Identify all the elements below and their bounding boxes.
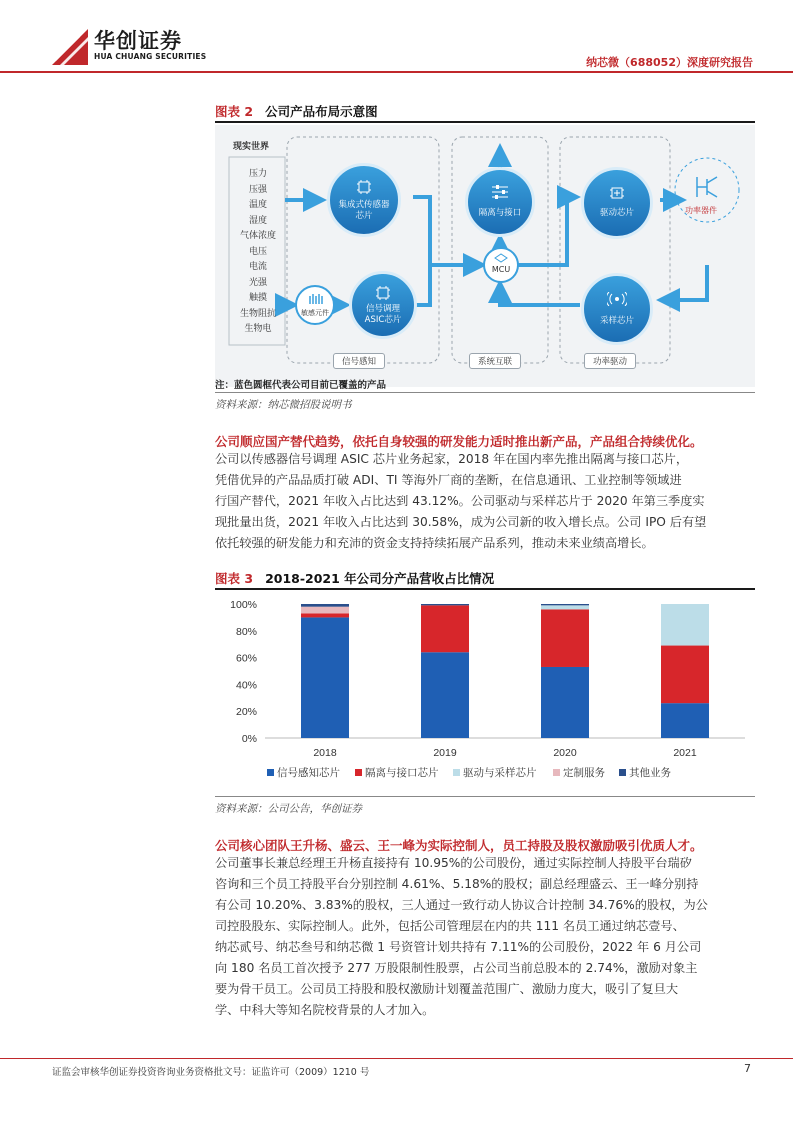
figure3-title: 2018-2021 年公司分产品营收占比情况 — [265, 571, 495, 586]
power-device-label: 功率器件 — [685, 206, 717, 215]
figure2-source: 资料来源：纳芯微招股说明书 — [215, 399, 352, 411]
section2-line: 公司董事长兼总经理王升杨直接持有 10.95%的公司股份，通过实际控制人持股平台瑞矽 — [215, 856, 692, 870]
y-tick-label: 100% — [230, 599, 257, 611]
footer-divider — [0, 1058, 793, 1059]
isolation-interface-label: 隔离与接口 — [478, 208, 522, 218]
driver-chip-label: 驱动芯片 — [599, 208, 634, 218]
isolation-interface-node — [465, 167, 535, 237]
integrated-sensor-label: 集成式传感器芯片 — [338, 200, 390, 221]
real-world-item: 电流 — [248, 262, 267, 272]
section2-line: 学、中科大等知名院校背景的人才加入。 — [215, 1003, 435, 1017]
y-tick-label: 60% — [235, 652, 257, 665]
figure3-bottom-rule — [215, 796, 755, 797]
figure3-caption — [215, 569, 494, 587]
y-tick-label: 0% — [241, 733, 257, 745]
report-title: 纳芯微（688052）深度研究报告 — [586, 56, 753, 69]
legend-swatch — [355, 769, 362, 776]
section2-line: 司控股股东、实际控制人。此外，包括公司管理层在内的共 111 名员工通过纳芯壹号、 — [215, 919, 685, 933]
x-tick-label: 2018 — [313, 747, 337, 759]
legend-swatch — [619, 769, 626, 776]
real-world-list — [233, 167, 283, 338]
legend-swatch — [553, 769, 560, 776]
footer-license-text: 证监会审核华创证券投资咨询业务资格批文号：证监许可（2009）1210 号 — [52, 1067, 370, 1078]
bar-segment — [661, 703, 709, 738]
section1-lead: 公司顺应国产替代趋势，依托自身较强的研发能力适时推出新产品，产品组合持续优化。 — [215, 434, 703, 449]
logo-chinese-name: 华创证券 — [94, 29, 182, 53]
real-world-item: 生物电 — [244, 324, 272, 334]
section1-paragraph — [215, 449, 755, 554]
bar-segment — [541, 605, 589, 609]
section2-paragraph — [215, 853, 755, 1021]
section2-line: 向 180 名员工首次授予 277 万股限制性股票，占公司当前总股本的 2.74%，激励对象主 — [215, 961, 698, 975]
real-world-title: 现实世界 — [233, 142, 270, 152]
page-number: 7 — [744, 1062, 751, 1075]
section1-line: 行国产替代，2021 年收入占比达到 43.12%。公司驱动与采样芯片于 2020 年第三季度实 — [215, 494, 705, 508]
x-tick-label: 2021 — [673, 747, 697, 759]
bar-segment — [541, 609, 589, 667]
bar-segment — [661, 604, 709, 646]
sampling-chip-node — [581, 273, 653, 345]
section1-line: 凭借优异的产品品质打破 ADI、TI 等海外厂商的垄断，在信息通讯、工业控制等领域进 — [215, 473, 682, 487]
power-device-icon — [693, 175, 723, 199]
sensitive-element-label: 敏感元件 — [301, 309, 329, 317]
group-power-drive: 功率驱动 — [584, 353, 636, 369]
mcu-chip-icon — [494, 253, 508, 263]
real-world-item: 电压 — [248, 246, 267, 257]
group-system-interconnect: 系统互联 — [469, 353, 521, 369]
header-divider — [0, 71, 793, 73]
group-signal-sensing: 信号感知 — [333, 353, 385, 369]
signal-asic-chip-node — [349, 271, 417, 339]
sliders-icon — [491, 184, 509, 200]
section1-line: 公司以传感器信号调理 ASIC 芯片业务起家，2018 年在国内率先推出隔离与接口芯片， — [215, 452, 689, 466]
mcu-node — [483, 247, 519, 283]
bar-segment — [301, 607, 349, 614]
bar-segment — [421, 604, 469, 605]
real-world-item: 压力 — [248, 169, 267, 179]
bar-segment — [421, 605, 469, 652]
processor-icon — [608, 184, 626, 202]
figure2-caption-rule — [215, 121, 755, 123]
figure2-number: 图表 2 — [215, 104, 254, 119]
product-layout-diagram — [215, 125, 755, 387]
sampling-chip-label: 采样芯片 — [599, 316, 634, 326]
y-tick-label: 80% — [235, 625, 257, 638]
figure2-caption — [215, 102, 378, 120]
legend-label: 其他业务 — [629, 767, 671, 779]
real-world-item: 气体浓度 — [239, 231, 276, 241]
figure3-source: 资料来源：公司公告，华创证券 — [215, 803, 362, 815]
legend-label: 信号感知芯片 — [277, 767, 340, 779]
section2-line: 要为骨干员工。公司员工持股和股权激励计划覆盖范围广、激励力度大，吸引了复旦大 — [215, 982, 679, 996]
bar-segment — [301, 613, 349, 617]
bar-segment — [301, 604, 349, 607]
figure2-title: 公司产品布局示意图 — [265, 104, 378, 119]
chip-icon — [374, 284, 392, 302]
bar-segment — [421, 652, 469, 738]
sensitive-element-node — [295, 285, 335, 325]
y-tick-label: 20% — [235, 706, 257, 719]
real-world-item: 压强 — [248, 184, 267, 195]
signal-wave-icon — [607, 292, 627, 306]
legend-label: 驱动与采样芯片 — [463, 767, 537, 779]
figure3-caption-rule — [215, 588, 755, 590]
y-tick-label: 40% — [235, 679, 257, 692]
legend-swatch — [267, 769, 274, 776]
real-world-item: 温度 — [248, 200, 267, 210]
section1-line: 依托较强的研发能力和充沛的资金支持持续拓展产品系列，推动未来业绩高增长。 — [215, 536, 654, 550]
mcu-label: MCU — [491, 265, 511, 274]
bar-segment — [541, 604, 589, 605]
legend-label: 定制服务 — [563, 767, 605, 779]
section2-line: 有公司 10.20%、3.83%的股权，三人通过一致行动人协议合计控制 34.76%的股权，为公 — [215, 898, 708, 912]
x-tick-label: 2020 — [553, 747, 577, 759]
company-logo-mark — [50, 27, 90, 67]
figure2-note: 注：蓝色圆框代表公司目前已覆盖的产品 — [215, 380, 387, 391]
x-tick-label: 2019 — [433, 747, 457, 759]
revenue-share-chart — [215, 592, 755, 792]
legend-label: 隔离与接口芯片 — [365, 767, 439, 779]
real-world-item: 光强 — [248, 277, 267, 288]
real-world-item: 生物阻抗 — [239, 308, 276, 319]
bar-segment — [301, 617, 349, 738]
figure2-bottom-rule — [215, 392, 755, 393]
section2-line: 纳芯贰号、纳芯叁号和纳芯微 1 号资管计划共持有 7.11%的公司股份，2022 年 6 月公司 — [215, 940, 702, 954]
integrated-sensor-chip-node — [327, 163, 401, 237]
real-world-item: 触摸 — [248, 293, 267, 303]
driver-chip-node — [581, 167, 653, 239]
real-world-item: 湿度 — [248, 215, 267, 226]
legend-swatch — [453, 769, 460, 776]
signal-asic-label: 信号调理ASIC芯片 — [364, 304, 402, 325]
section2-line: 咨询和三个员工持股平台分别控制 4.61%、5.18%的股权；副总经理盛云、王一峰分别持 — [215, 877, 699, 891]
sensor-element-icon — [309, 293, 323, 305]
section2-lead: 公司核心团队王升杨、盛云、王一峰为实际控制人，员工持股及股权激励吸引优质人才。 — [215, 838, 703, 853]
chip-icon — [355, 178, 373, 196]
bar-segment — [541, 667, 589, 738]
bar-segment — [661, 646, 709, 704]
section1-line: 现批量出货，2021 年收入占比达到 30.58%，成为公司新的收入增长点。公司 IPO 后有望 — [215, 515, 707, 529]
figure3-number: 图表 3 — [215, 571, 254, 586]
logo-english-name: HUA CHUANG SECURITIES — [94, 52, 207, 61]
